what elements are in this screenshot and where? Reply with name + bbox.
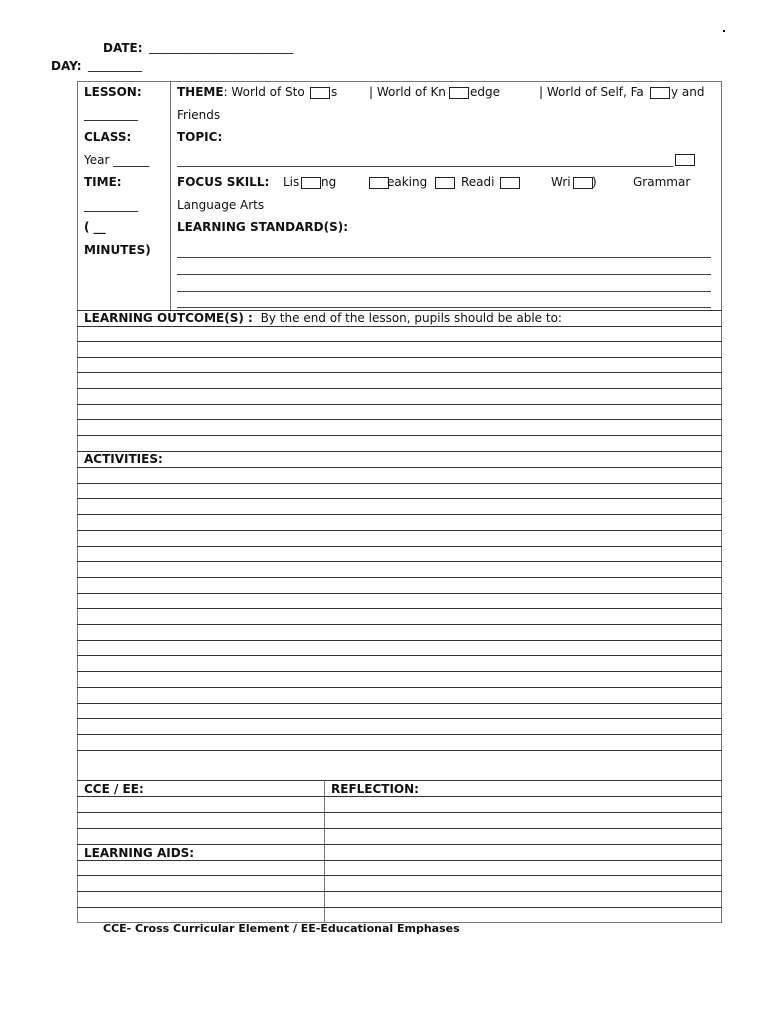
outcome-line-6[interactable] xyxy=(77,404,722,405)
bottom-line-6[interactable] xyxy=(77,875,722,876)
cce-label: CCE / EE: xyxy=(84,782,144,796)
activity-line-11[interactable] xyxy=(77,624,722,625)
bottom-line-3[interactable] xyxy=(77,828,722,829)
outcome-line-1[interactable] xyxy=(77,326,722,327)
focus-grammar: Grammar xyxy=(633,175,691,189)
outcome-line-2[interactable] xyxy=(77,341,722,342)
theme-self-checkbox[interactable] xyxy=(650,87,670,99)
activity-line-10[interactable] xyxy=(77,608,722,609)
minutes-open: ( __ xyxy=(84,220,106,234)
theme-line xyxy=(177,85,305,99)
reading-checkbox[interactable] xyxy=(500,177,520,189)
topic-label: TOPIC: xyxy=(177,130,223,144)
focus-speaking: eaking xyxy=(387,175,428,189)
writing-checkbox[interactable] xyxy=(573,177,593,189)
theme-stories-end: s xyxy=(331,85,338,99)
day-label: DAY: xyxy=(51,59,82,73)
learning-standards-label: LEARNING STANDARD(S): xyxy=(177,220,349,234)
activity-line-15[interactable] xyxy=(77,687,722,688)
theme-knowledge-checkbox[interactable] xyxy=(449,87,469,99)
outcome-line-3[interactable] xyxy=(77,357,722,358)
theme-stories-checkbox[interactable] xyxy=(310,87,330,99)
theme-knowledge-start: | World of Kn xyxy=(369,85,446,99)
activity-line-4[interactable] xyxy=(77,514,722,515)
reading-box-blank[interactable] xyxy=(435,177,455,189)
theme-self-start: | World of Self, Fa xyxy=(539,85,644,99)
footer-note: CCE- Cross Curricular Element / EE-Educational Emphases xyxy=(103,922,460,935)
bottom-line-7[interactable] xyxy=(77,891,722,892)
outcome-line-7[interactable] xyxy=(77,419,722,420)
lesson-label: LESSON: xyxy=(84,85,142,99)
bottom-line-8[interactable] xyxy=(77,907,722,908)
top-section-divider xyxy=(170,81,171,310)
class-label: CLASS: xyxy=(84,130,132,144)
minutes-label: MINUTES) xyxy=(84,243,151,257)
bottom-line-5[interactable] xyxy=(77,860,722,861)
activity-line-9[interactable] xyxy=(77,593,722,594)
theme-knowledge-end: edge xyxy=(470,85,500,99)
time-field[interactable]: _________ xyxy=(84,198,138,212)
topic-checkbox[interactable] xyxy=(675,154,695,166)
time-label: TIME: xyxy=(84,175,122,189)
outcome-line-4[interactable] xyxy=(77,372,722,373)
bottom-line-2[interactable] xyxy=(77,812,722,813)
bottom-section-divider xyxy=(324,780,325,923)
standards-line-3[interactable] xyxy=(177,291,711,292)
focus-skill-label: FOCUS SKILL: xyxy=(177,175,270,189)
activity-line-16[interactable] xyxy=(77,703,722,704)
activity-line-12[interactable] xyxy=(77,640,722,641)
lesson-field[interactable]: _________ xyxy=(84,107,138,121)
outcome-line-5[interactable] xyxy=(77,388,722,389)
theme-label: THEME xyxy=(177,85,224,99)
activity-line-2[interactable] xyxy=(77,483,722,484)
standards-line-4[interactable] xyxy=(177,307,711,308)
bottom-line-1[interactable] xyxy=(77,796,722,797)
focus-writing-start: Wri xyxy=(551,175,571,189)
focus-listening-end: ng xyxy=(321,175,337,189)
standards-line-2[interactable] xyxy=(177,274,711,275)
activity-line-6[interactable] xyxy=(77,546,722,547)
activity-line-19[interactable] xyxy=(77,750,722,751)
activity-line-14[interactable] xyxy=(77,671,722,672)
theme-friends: Friends xyxy=(177,108,221,122)
focus-language-arts: Language Arts xyxy=(177,198,265,212)
focus-reading-start: Readi xyxy=(461,175,495,189)
activity-line-1[interactable] xyxy=(77,467,722,468)
activity-line-13[interactable] xyxy=(77,655,722,656)
day-field[interactable]: _________ xyxy=(88,58,142,72)
reflection-label: REFLECTION: xyxy=(331,782,419,796)
outcome-line-9[interactable] xyxy=(77,451,722,452)
activity-line-5[interactable] xyxy=(77,530,722,531)
speaking-checkbox[interactable] xyxy=(369,177,389,189)
bottom-line-4[interactable] xyxy=(77,844,722,845)
stray-dot xyxy=(723,30,725,32)
standards-line-1[interactable] xyxy=(177,257,711,258)
topic-input-line[interactable] xyxy=(177,166,673,167)
date-field[interactable]: ________________________ xyxy=(149,40,293,54)
activities-label: ACTIVITIES: xyxy=(84,452,163,466)
learning-outcomes-label: LEARNING OUTCOME(S) : xyxy=(84,311,253,325)
theme-world-of-stories: : World of Sto xyxy=(223,85,305,99)
year-field[interactable]: Year ______ xyxy=(84,153,150,167)
activity-line-7[interactable] xyxy=(77,561,722,562)
activity-line-20[interactable] xyxy=(77,780,722,781)
activity-line-8[interactable] xyxy=(77,577,722,578)
date-label: DATE: xyxy=(103,41,143,55)
activity-line-18[interactable] xyxy=(77,734,722,735)
focus-writing-end: ) xyxy=(592,175,597,189)
activity-line-3[interactable] xyxy=(77,498,722,499)
learning-aids-label: LEARNING AIDS: xyxy=(84,846,195,860)
outcome-line-8[interactable] xyxy=(77,435,722,436)
learning-outcomes-heading xyxy=(84,311,562,325)
focus-listening-start: Lis xyxy=(283,175,300,189)
activity-line-17[interactable] xyxy=(77,718,722,719)
listening-checkbox[interactable] xyxy=(301,177,321,189)
theme-self-end: y and xyxy=(671,85,705,99)
learning-outcomes-text: By the end of the lesson, pupils should be able to: xyxy=(260,311,562,325)
